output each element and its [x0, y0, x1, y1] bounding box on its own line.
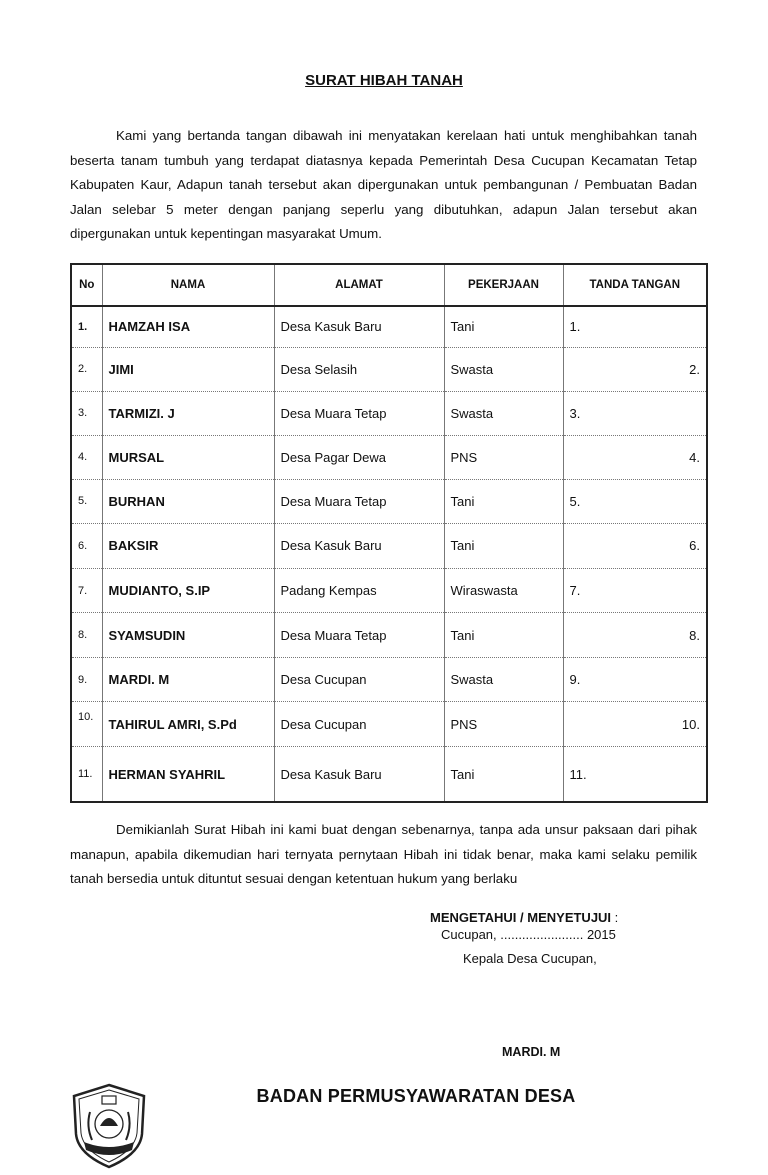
row-nama: MARDI. M — [102, 658, 274, 702]
signature-heading-text: MENGETAHUI / MENYETUJUI — [430, 910, 612, 925]
row-tanda-tangan: 9. — [563, 658, 707, 702]
row-nama: TAHIRUL AMRI, S.Pd — [102, 702, 274, 747]
row-nama: JIMI — [102, 347, 274, 391]
table-header-row — [71, 264, 707, 306]
table-row — [71, 568, 707, 612]
header-nama: NAMA — [102, 264, 274, 306]
row-tanda-tangan: 8. — [563, 613, 707, 658]
row-tanda-tangan: 1. — [563, 306, 707, 347]
row-pekerjaan: PNS — [444, 435, 563, 479]
table-row — [71, 306, 707, 347]
row-alamat: Desa Muara Tetap — [274, 391, 444, 435]
table-row — [71, 347, 707, 391]
header-tanda-tangan: TANDA TANGAN — [563, 264, 707, 306]
row-tanda-tangan: 7. — [563, 568, 707, 612]
intro-text: Kami yang bertanda tangan dibawah ini menyatakan kerelaan hati untuk menghibahkan tanah beserta tanam tumbuh yang terdapat diatasnya kepada Pemerintah Desa Cucupan Kecamatan Tetap Kabupaten Kaur, Adapun tanah tersebut akan dipergunakan untuk pembangunan / Pembuatan Badan Jalan selebar 5 meter dengan panjang seperlu yang dibutuhkan, adapun Jalan tersebut akan dipergunakan untuk kepentingan masyarakat Umum. — [70, 128, 697, 241]
row-alamat: Desa Kasuk Baru — [274, 523, 444, 568]
row-nama: HAMZAH ISA — [102, 306, 274, 347]
row-no: 9. — [71, 658, 102, 702]
row-no: 11. — [71, 747, 102, 802]
row-tanda-tangan: 2. — [563, 347, 707, 391]
row-nama: SYAMSUDIN — [102, 613, 274, 658]
row-tanda-tangan: 10. — [563, 702, 707, 747]
row-alamat: Desa Muara Tetap — [274, 613, 444, 658]
row-alamat: Desa Cucupan — [274, 702, 444, 747]
table-row — [71, 391, 707, 435]
row-alamat: Desa Kasuk Baru — [274, 747, 444, 802]
row-tanda-tangan: 5. — [563, 479, 707, 523]
row-tanda-tangan: 6. — [563, 523, 707, 568]
table-row — [71, 658, 707, 702]
signature-heading-colon: : — [611, 910, 619, 925]
row-no: 8. — [71, 613, 102, 658]
row-nama: TARMIZI. J — [102, 391, 274, 435]
row-tanda-tangan: 4. — [563, 435, 707, 479]
row-pekerjaan: Tani — [444, 523, 563, 568]
row-no: 7. — [71, 568, 102, 612]
row-alamat: Desa Muara Tetap — [274, 479, 444, 523]
table-row — [71, 613, 707, 658]
row-no: 6. — [71, 523, 102, 568]
row-tanda-tangan: 3. — [563, 391, 707, 435]
row-pekerjaan: Tani — [444, 747, 563, 802]
row-nama: HERMAN SYAHRIL — [102, 747, 274, 802]
row-no: 1. — [71, 306, 102, 347]
row-pekerjaan: Wiraswasta — [444, 568, 563, 612]
table-row — [71, 435, 707, 479]
document-title: SURAT HIBAH TANAH — [305, 72, 463, 89]
row-no: 5. — [71, 479, 102, 523]
row-nama: MUDIANTO, S.IP — [102, 568, 274, 612]
header-alamat: ALAMAT — [274, 264, 444, 306]
row-alamat: Desa Cucupan — [274, 658, 444, 702]
row-nama: BURHAN — [102, 479, 274, 523]
table-row — [71, 523, 707, 568]
row-nama: BAKSIR — [102, 523, 274, 568]
header-no: No — [71, 264, 102, 306]
row-alamat: Padang Kempas — [274, 568, 444, 612]
header-pekerjaan: PEKERJAAN — [444, 264, 563, 306]
row-no: 10. — [71, 702, 102, 747]
row-tanda-tangan: 11. — [563, 747, 707, 802]
table-row — [71, 702, 707, 747]
row-pekerjaan: Swasta — [444, 347, 563, 391]
signature-role: Kepala Desa Cucupan, — [463, 951, 597, 966]
row-pekerjaan: Swasta — [444, 658, 563, 702]
table-row — [71, 747, 707, 802]
row-pekerjaan: Swasta — [444, 391, 563, 435]
row-alamat: Desa Pagar Dewa — [274, 435, 444, 479]
signature-date: Cucupan, ....................... 2015 — [441, 927, 616, 942]
row-pekerjaan: Tani — [444, 613, 563, 658]
signature-name: MARDI. M — [502, 1045, 561, 1059]
signature-heading — [430, 910, 618, 925]
row-no: 4. — [71, 435, 102, 479]
row-pekerjaan: PNS — [444, 702, 563, 747]
row-pekerjaan: Tani — [444, 306, 563, 347]
row-alamat: Desa Selasih — [274, 347, 444, 391]
row-alamat: Desa Kasuk Baru — [274, 306, 444, 347]
table-row — [71, 479, 707, 523]
footer-title: BADAN PERMUSYAWARATAN DESA — [256, 1086, 576, 1106]
signatory-table — [70, 263, 708, 803]
intro-paragraph — [70, 124, 697, 247]
closing-paragraph — [70, 818, 697, 892]
row-no: 3. — [71, 391, 102, 435]
row-pekerjaan: Tani — [444, 479, 563, 523]
closing-text: Demikianlah Surat Hibah ini kami buat dengan sebenarnya, tanpa ada unsur paksaan dari pihak manapun, apabila dikemudian hari ternyata pernytaan Hibah ini tidak benar, maka kami selaku pemilik tanah bersedia untuk dituntut sesuai dengan ketentuan hukum yang berlaku — [70, 822, 697, 886]
row-nama: MURSAL — [102, 435, 274, 479]
row-no: 2. — [71, 347, 102, 391]
